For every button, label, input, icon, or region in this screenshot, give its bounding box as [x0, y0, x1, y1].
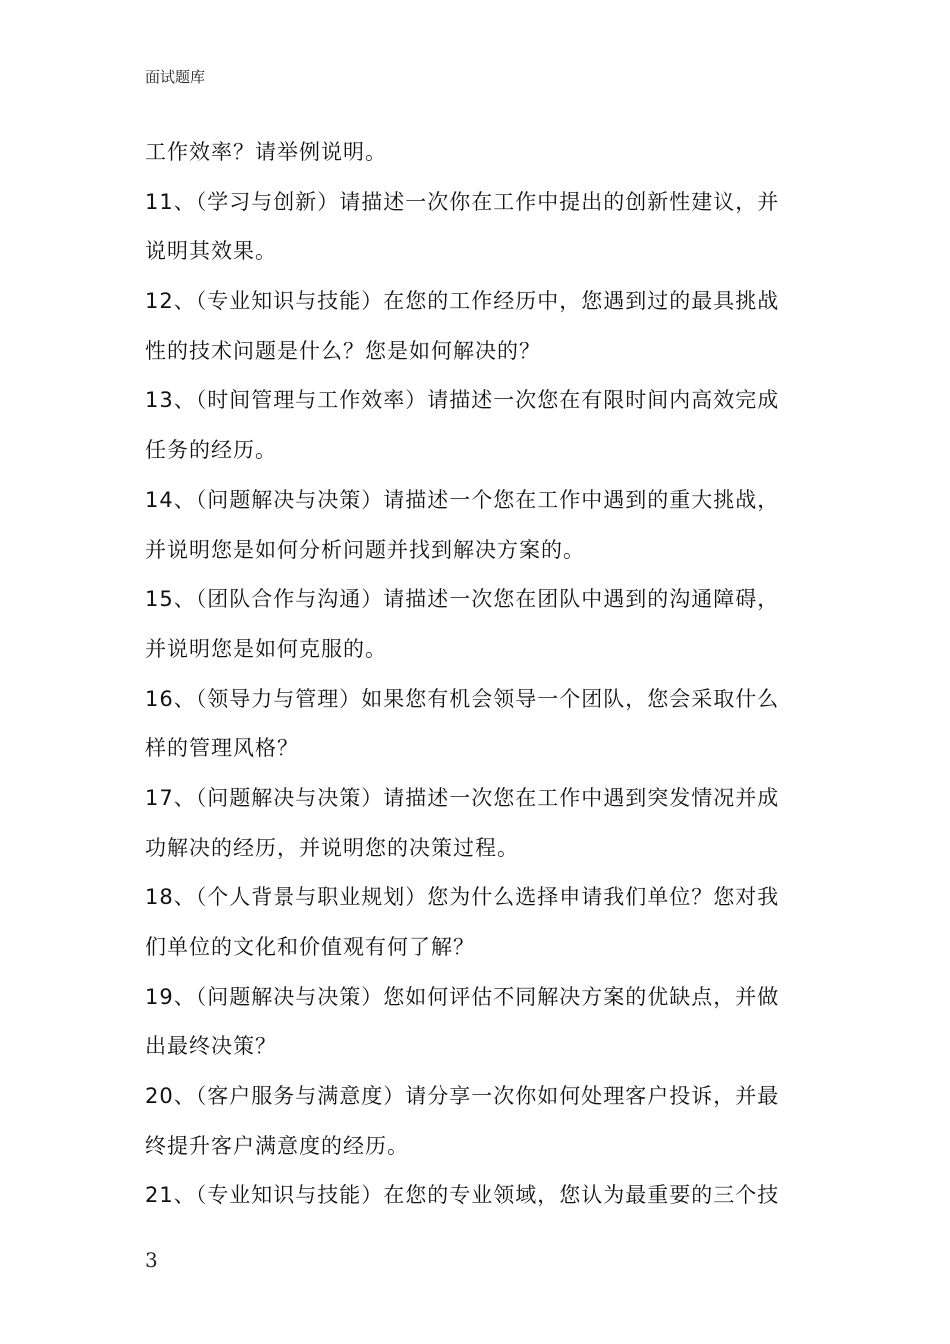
text-line: 终提升客户满意度的经历。 — [145, 1133, 409, 1158]
page-header-title: 面试题库 — [145, 68, 206, 86]
text-line: 样的管理风格？ — [145, 736, 299, 761]
text-line: 并说明您是如何克服的。 — [145, 636, 387, 661]
text-line: 14、（问题解决与决策）请描述一个您在工作中遇到的重大挑战， — [145, 487, 780, 512]
page-number: 3 — [145, 1248, 158, 1272]
text-line: 出最终决策？ — [145, 1034, 277, 1059]
text-line: 15、（团队合作与沟通）请描述一次您在团队中遇到的沟通障碍， — [145, 587, 780, 612]
text-line: 21、（专业知识与技能）在您的专业领域，您认为最重要的三个技 — [145, 1183, 780, 1208]
text-line: 19、（问题解决与决策）您如何评估不同解决方案的优缺点，并做 — [145, 984, 780, 1009]
text-line: 并说明您是如何分析问题并找到解决方案的。 — [145, 537, 585, 562]
text-line: 们单位的文化和价值观有何了解？ — [145, 935, 475, 959]
text-line: 18、（个人背景与职业规划）您为什么选择申请我们单位？您对我 — [145, 885, 780, 910]
text-line: 20、（客户服务与满意度）请分享一次你如何处理客户投诉，并最 — [145, 1084, 780, 1109]
document-body — [145, 134, 815, 1227]
text-line: 工作效率？请举例说明。 — [145, 140, 387, 164]
text-line: 任务的经历。 — [145, 438, 277, 463]
text-line: 说明其效果。 — [145, 239, 277, 264]
text-line: 12、（专业知识与技能）在您的工作经历中，您遇到过的最具挑战 — [145, 289, 780, 314]
text-line: 11、（学习与创新）请描述一次你在工作中提出的创新性建议，并 — [145, 189, 780, 214]
text-line: 功解决的经历，并说明您的决策过程。 — [145, 835, 519, 860]
text-line: 性的技术问题是什么？您是如何解决的？ — [145, 338, 541, 363]
text-line: 13、（时间管理与工作效率）请描述一次您在有限时间内高效完成 — [145, 388, 780, 413]
text-line: 17、（问题解决与决策）请描述一次您在工作中遇到突发情况并成 — [145, 785, 780, 810]
text-line: 16、（领导力与管理）如果您有机会领导一个团队，您会采取什么 — [145, 686, 780, 711]
